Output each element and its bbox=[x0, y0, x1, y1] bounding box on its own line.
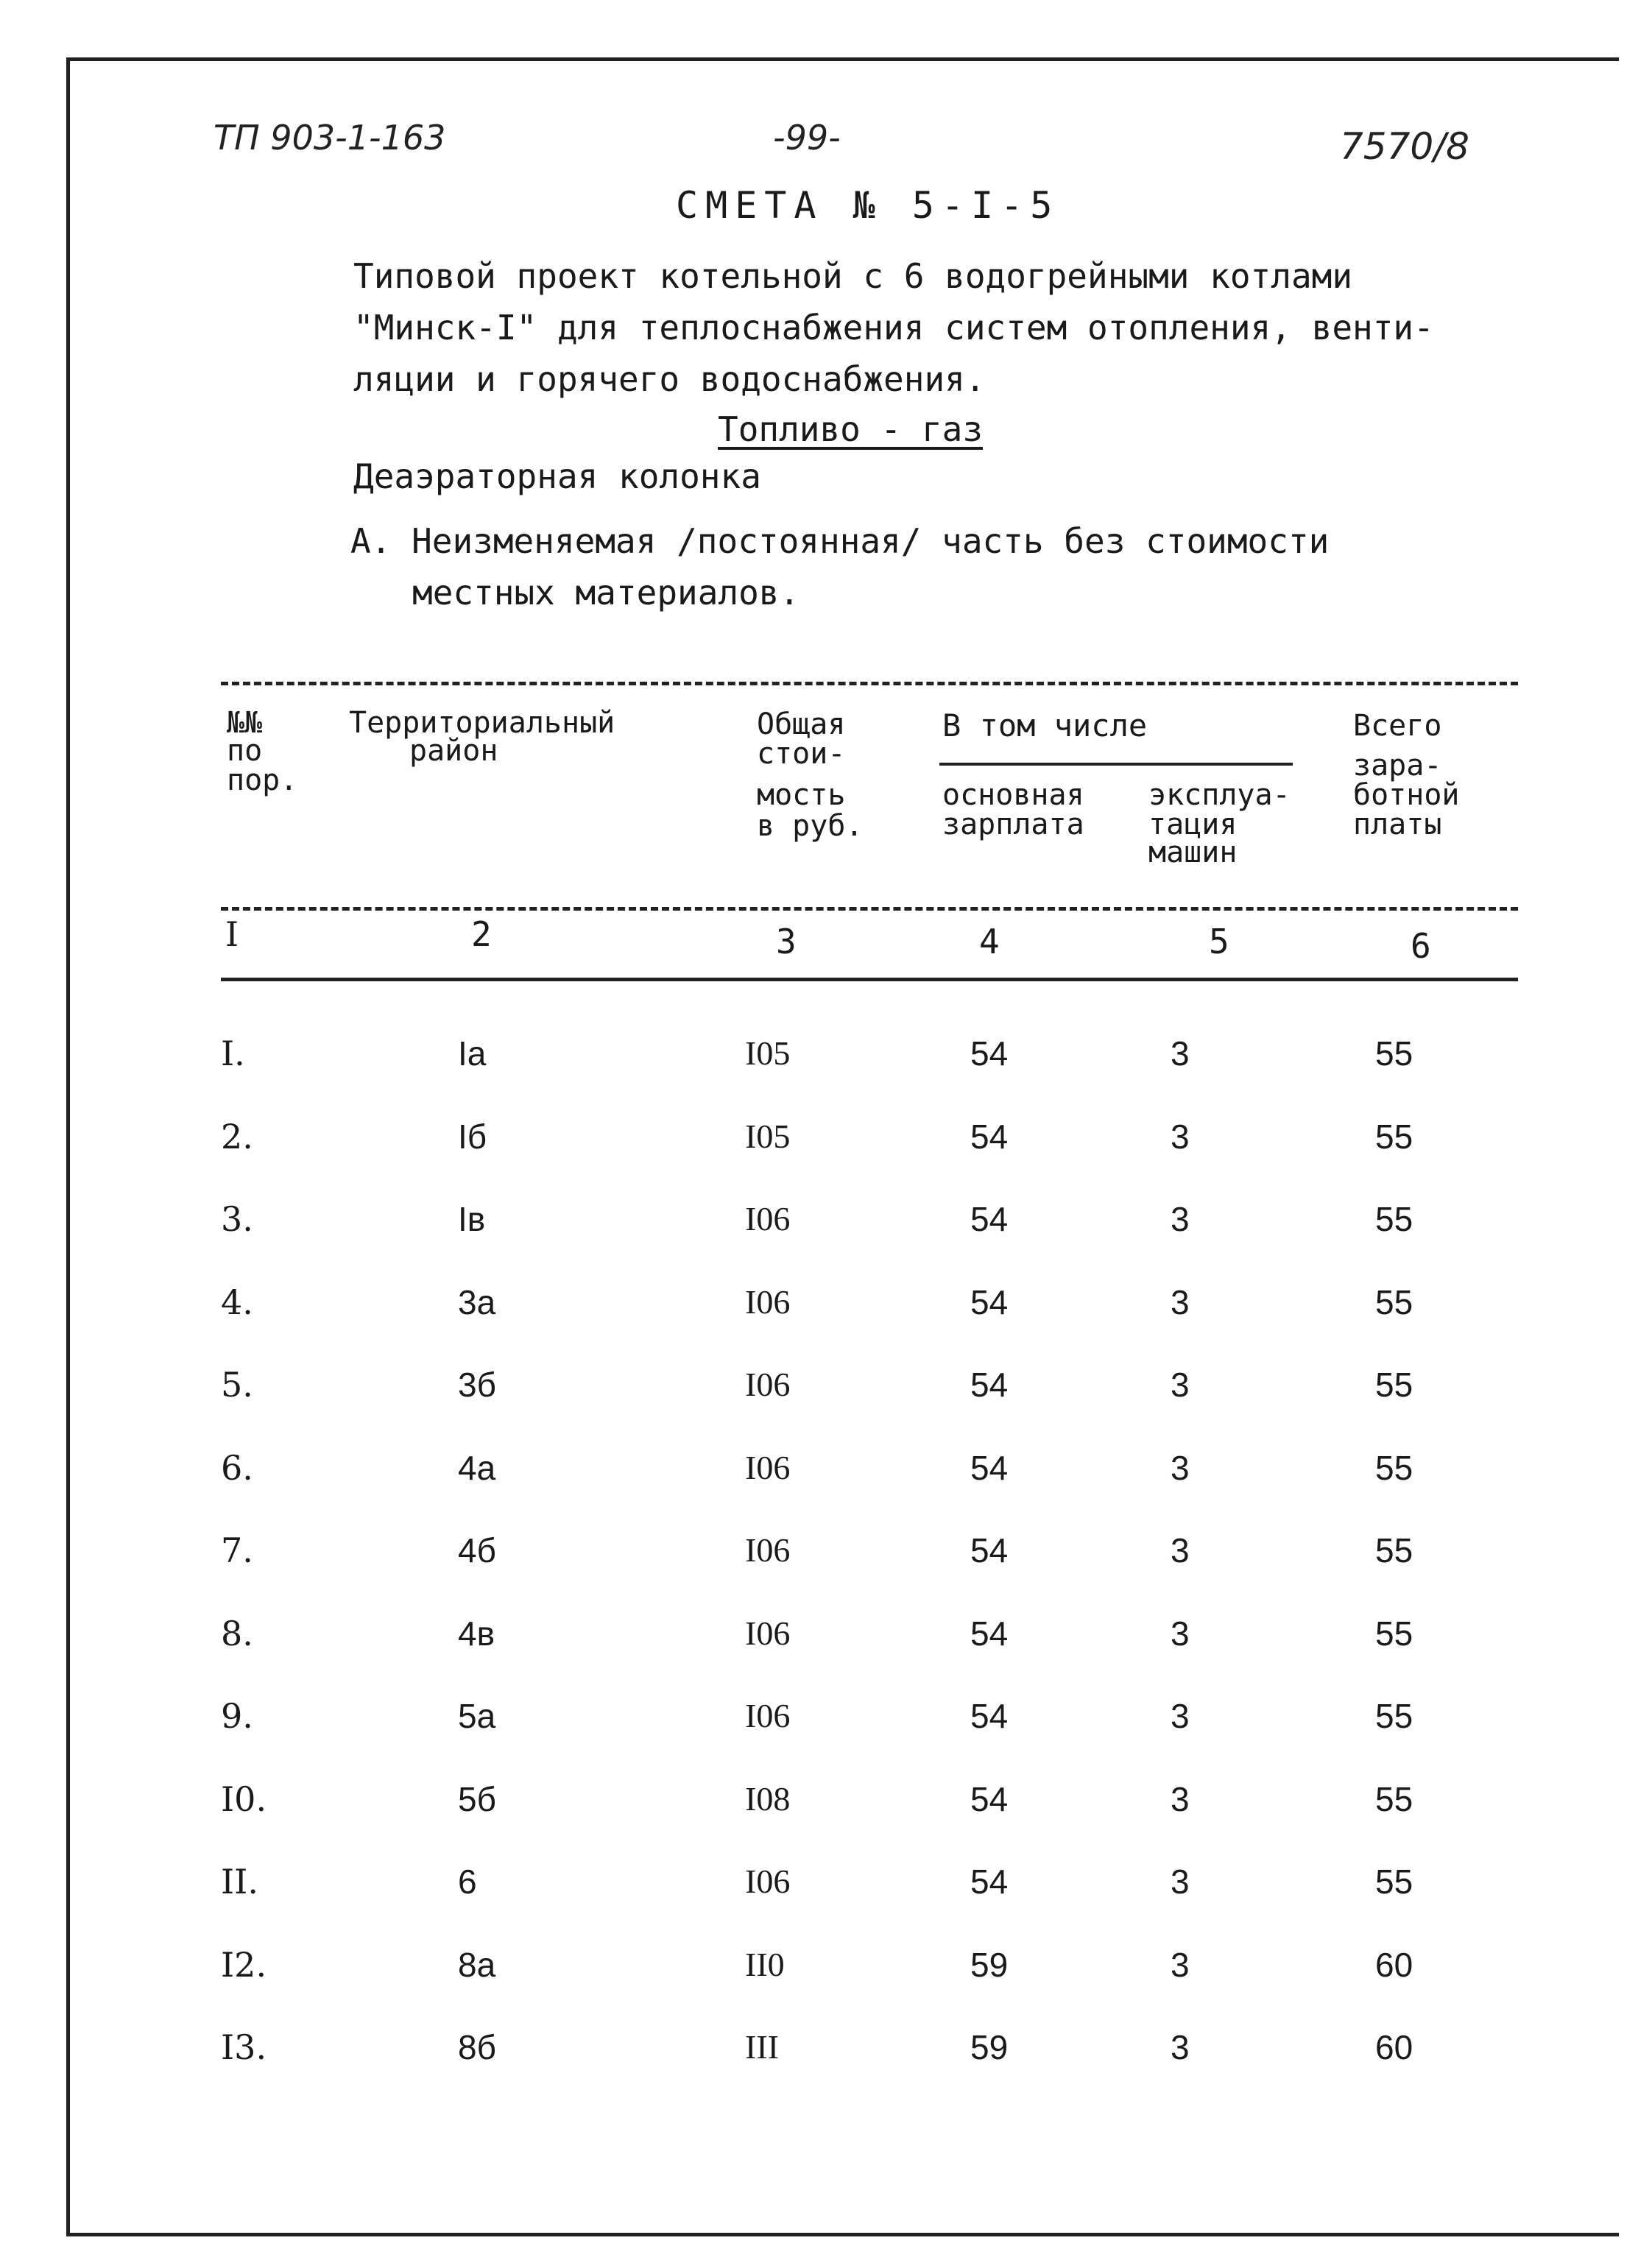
row-number: 7. bbox=[221, 1530, 253, 1570]
table-row bbox=[0, 1365, 1652, 1416]
row-machine-operation: 3 bbox=[1171, 1531, 1190, 1569]
row-total-wages: 60 bbox=[1375, 1946, 1413, 1984]
row-base-salary: 54 bbox=[970, 1034, 1009, 1073]
header-region-line: район bbox=[409, 734, 498, 768]
row-region: Iб bbox=[458, 1117, 487, 1156]
row-total-cost: I06 bbox=[745, 1862, 791, 1900]
row-machine-operation: 3 bbox=[1171, 1366, 1190, 1404]
header-region-line: Территориальный bbox=[349, 706, 615, 740]
row-total-cost: I06 bbox=[745, 1614, 791, 1652]
row-base-salary: 54 bbox=[970, 1531, 1009, 1569]
row-total-wages: 55 bbox=[1375, 1283, 1413, 1321]
header-machine-operation-line: машин bbox=[1148, 836, 1238, 869]
description-line-2: "Минск-I" для теплоснабжения систем отопления, венти- bbox=[353, 308, 1434, 347]
column-number: I bbox=[225, 914, 239, 954]
row-total-cost: I05 bbox=[745, 1034, 791, 1072]
row-machine-operation: 3 bbox=[1171, 2028, 1190, 2066]
row-machine-operation: 3 bbox=[1171, 1200, 1190, 1238]
row-number: 3. bbox=[221, 1199, 253, 1239]
row-machine-operation: 3 bbox=[1171, 1117, 1190, 1156]
row-machine-operation: 3 bbox=[1171, 1449, 1190, 1487]
table-row bbox=[0, 1779, 1652, 1831]
row-total-cost: I08 bbox=[745, 1780, 791, 1818]
column-number: 2 bbox=[471, 914, 492, 954]
row-total-cost: I06 bbox=[745, 1366, 791, 1403]
row-region: 5а bbox=[458, 1697, 496, 1735]
row-machine-operation: 3 bbox=[1171, 1697, 1190, 1735]
section-name: Деаэраторная колонка bbox=[353, 456, 761, 496]
header-total-wages-line: Всего bbox=[1353, 709, 1442, 743]
row-total-cost: III bbox=[745, 2028, 779, 2066]
header-total-cost-line: в руб. bbox=[757, 809, 864, 843]
row-base-salary: 54 bbox=[970, 1200, 1009, 1238]
row-base-salary: 54 bbox=[970, 1117, 1009, 1156]
row-region: 4б bbox=[458, 1531, 496, 1569]
header-group-rule bbox=[939, 763, 1293, 766]
table-row bbox=[0, 1199, 1652, 1251]
part-heading-line-1: А. Неизменяемая /постоянная/ часть без стоимости bbox=[350, 521, 1330, 561]
header-number-line: №№ bbox=[227, 706, 263, 740]
row-total-wages: 55 bbox=[1375, 1449, 1413, 1487]
header-total-cost-line: стои- bbox=[757, 737, 846, 771]
row-total-wages: 60 bbox=[1375, 2028, 1413, 2066]
table-row bbox=[0, 1530, 1652, 1582]
row-total-wages: 55 bbox=[1375, 1780, 1413, 1818]
row-region: 3б bbox=[458, 1366, 496, 1404]
column-number: 5 bbox=[1209, 922, 1229, 961]
header-machine-operation-line: тация bbox=[1148, 808, 1238, 841]
row-total-wages: 55 bbox=[1375, 1200, 1413, 1238]
row-number: I2. bbox=[221, 1945, 267, 1985]
fuel-type: Топливо - газ bbox=[718, 409, 984, 449]
description-line-1: Типовой проект котельной с 6 водогрейными котлами bbox=[353, 256, 1353, 296]
row-region: 4а bbox=[458, 1449, 496, 1487]
row-base-salary: 59 bbox=[970, 1946, 1009, 1984]
row-total-cost: I06 bbox=[745, 1531, 791, 1569]
row-machine-operation: 3 bbox=[1171, 1862, 1190, 1901]
row-base-salary: 54 bbox=[970, 1862, 1009, 1901]
row-total-wages: 55 bbox=[1375, 1614, 1413, 1653]
row-total-cost: I05 bbox=[745, 1117, 791, 1155]
document-code: ТП 903-1-163 bbox=[213, 118, 446, 158]
row-number: II. bbox=[221, 1862, 258, 1901]
part-heading-line-2: местных материалов. bbox=[412, 573, 800, 612]
column-number: 4 bbox=[979, 922, 1000, 961]
table-row bbox=[0, 1614, 1652, 1665]
row-region: Iв bbox=[458, 1200, 486, 1238]
row-number: 9. bbox=[221, 1696, 253, 1736]
row-number: I. bbox=[221, 1034, 245, 1073]
table-top-rule bbox=[221, 682, 1518, 685]
header-machine-operation-line: эксплуа- bbox=[1148, 778, 1291, 812]
row-base-salary: 59 bbox=[970, 2028, 1009, 2066]
row-base-salary: 54 bbox=[970, 1449, 1009, 1487]
row-base-salary: 54 bbox=[970, 1614, 1009, 1653]
column-number: 3 bbox=[776, 922, 797, 961]
row-number: I0. bbox=[221, 1779, 267, 1819]
row-total-cost: I06 bbox=[745, 1200, 791, 1237]
header-group-including: В том числе bbox=[942, 707, 1148, 744]
row-machine-operation: 3 bbox=[1171, 1283, 1190, 1321]
row-machine-operation: 3 bbox=[1171, 1614, 1190, 1653]
column-numbers-rule bbox=[221, 978, 1518, 981]
header-total-wages-line: ботной bbox=[1353, 778, 1460, 812]
header-base-salary-line: зарплата bbox=[942, 808, 1084, 841]
table-row bbox=[0, 1862, 1652, 1913]
row-region: 3а bbox=[458, 1283, 496, 1321]
row-base-salary: 54 bbox=[970, 1780, 1009, 1818]
row-total-cost: I06 bbox=[745, 1283, 791, 1321]
row-base-salary: 54 bbox=[970, 1283, 1009, 1321]
row-machine-operation: 3 bbox=[1171, 1034, 1190, 1073]
row-total-cost: I06 bbox=[745, 1697, 791, 1734]
row-machine-operation: 3 bbox=[1171, 1780, 1190, 1818]
table-row bbox=[0, 1448, 1652, 1500]
table-row bbox=[0, 1117, 1652, 1168]
row-number: 8. bbox=[221, 1614, 253, 1653]
header-total-wages-line: зара- bbox=[1353, 749, 1442, 783]
row-total-wages: 55 bbox=[1375, 1034, 1413, 1073]
row-base-salary: 54 bbox=[970, 1697, 1009, 1735]
row-region: Iа bbox=[458, 1034, 487, 1073]
row-total-wages: 55 bbox=[1375, 1697, 1413, 1735]
table-row bbox=[0, 1034, 1652, 1085]
row-region: 6 bbox=[458, 1862, 477, 1901]
row-machine-operation: 3 bbox=[1171, 1946, 1190, 1984]
row-region: 4в bbox=[458, 1614, 495, 1653]
column-number: 6 bbox=[1411, 926, 1431, 966]
row-total-cost: I06 bbox=[745, 1449, 791, 1486]
row-number: 4. bbox=[221, 1282, 253, 1322]
document-title: СМЕТА № 5-I-5 bbox=[676, 184, 1060, 227]
row-base-salary: 54 bbox=[970, 1366, 1009, 1404]
header-total-cost-line: мость bbox=[757, 778, 846, 812]
table-row bbox=[0, 1282, 1652, 1334]
row-total-wages: 55 bbox=[1375, 1117, 1413, 1156]
row-number: I3. bbox=[221, 2027, 267, 2067]
header-base-salary-line: основная bbox=[942, 778, 1084, 812]
row-total-wages: 55 bbox=[1375, 1862, 1413, 1901]
table-row bbox=[0, 1696, 1652, 1748]
header-total-cost-line: Общая bbox=[757, 707, 846, 741]
header-number-line: по bbox=[227, 734, 263, 768]
table-row bbox=[0, 2027, 1652, 2079]
header-number-line: пор. bbox=[227, 763, 298, 797]
row-total-wages: 55 bbox=[1375, 1531, 1413, 1569]
row-number: 2. bbox=[221, 1117, 253, 1157]
row-number: 6. bbox=[221, 1448, 253, 1488]
header-bottom-rule bbox=[221, 907, 1518, 911]
description-line-3: ляции и горячего водоснабжения. bbox=[353, 359, 986, 399]
row-total-wages: 55 bbox=[1375, 1366, 1413, 1404]
sheet-code: 7570/8 bbox=[1340, 125, 1469, 168]
header-total-wages-line: платы bbox=[1353, 808, 1442, 841]
row-total-cost: II0 bbox=[745, 1946, 785, 1983]
row-region: 5б bbox=[458, 1780, 496, 1818]
row-region: 8а bbox=[458, 1946, 496, 1984]
row-number: 5. bbox=[221, 1365, 253, 1405]
page-number: -99- bbox=[773, 118, 841, 158]
row-region: 8б bbox=[458, 2028, 496, 2066]
table-row bbox=[0, 1945, 1652, 1996]
